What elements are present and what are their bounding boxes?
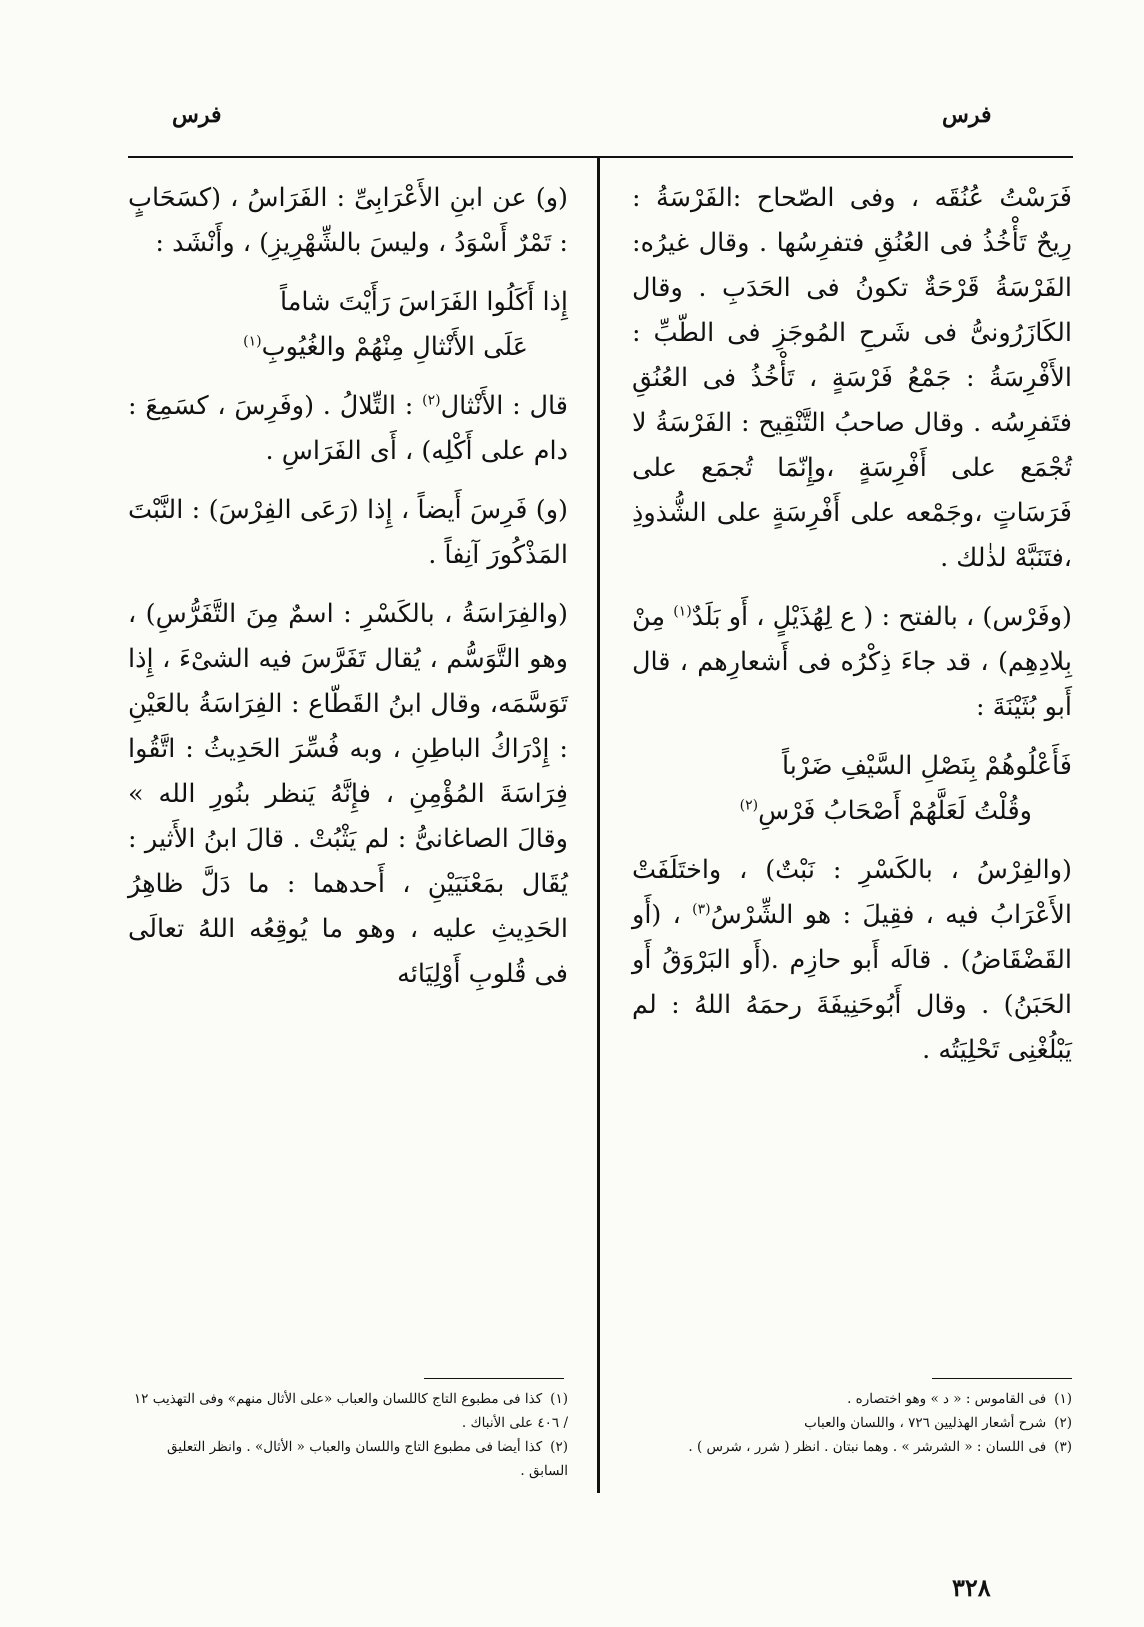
- paragraph-text: (والفِرَاسَةُ ، بالكَسْرِ : اسمٌ مِنَ التَّفَرُّسِ) ، وهو التَّوَسُّم ، يُقال تَفَرَّسَ فيه الشىْءَ ، إِذا تَوَسَّمَه، وقال ابنُ القَطّاع : الفِرَاسَةُ بالعَيْنِ : إِدْرَاكُ الباطِنِ ، وبه فُسِّرَ الحَدِيثُ : اتَّقُوا فِرَاسَةَ المُؤْمِنِ ، فإِنَّهُ يَنظر بنُورِ الله » وقالَ الصاغانىُّ : لم يَثْبُتْ . قالَ ابنُ الأَثير : يُقَال بمَعْنَيَيْنِ ، أَحدهما : ما دَلَّ ظاهِرُ الحَدِيثِ عليه ، وهو ما يُوقِعُه اللهُ تعالَى فى قُلوبِ أَوْلِيَائه: [128, 599, 568, 989]
- left-column: [128, 176, 568, 1011]
- verse-hemistich-1: فَأَعْلُوهُمْ بِنَصْلِ السَّيْفِ ضَرْباً: [781, 751, 1072, 781]
- entry-paragraph: [128, 592, 568, 997]
- paragraph-text-tail: ، (أَو القَضْقَاضُ) . قالَه أَبو حازِم .(أَو البَرْوَقُ أَو الحَبَنُ) . وقال أَبُوحَنِيفَةَ رحمَهُ اللهُ : لم يَبْلُغْنِى تَحْلِيَتُه .: [632, 900, 1072, 1065]
- entry-paragraph: [632, 595, 1072, 730]
- entry-paragraph: [128, 176, 568, 266]
- footnote-number: (٢): [1054, 1415, 1072, 1431]
- paragraph-text-tail: مِنْ بِلادِهِم) ، قد جاءَ ذِكْرُه فى أَشعارِهم ، قال أَبو بُثَيْنَةَ :: [632, 602, 1072, 722]
- entry-paragraph: [632, 176, 1072, 581]
- footnotes-right: [632, 1387, 1072, 1459]
- entry-paragraph: [128, 384, 568, 474]
- footnote-number: (٢): [550, 1439, 568, 1455]
- paragraph-text: (و) عن ابنِ الأَعْرَابِىِّ : الفَرَاسُ ، (كسَحَابٍ : تَمْرٌ أَسْوَدُ ، وليسَ بالشِّهْرِيزِ) ، وأَنْشَد :: [128, 183, 568, 258]
- footnote-text: كذا أيضا فى مطبوع التاج واللسان والعباب « الأثال» . وانظر التعليق السابق .: [167, 1439, 568, 1479]
- paragraph-text: فَرَسْتُ عُنُقَه ، وفى الصّحاح :الفَرْسَةُ : رِيحٌ تَأْخُذُ فى العُنُقِ فتفرِسُها . وقال غيرُه: الفَرْسَةُ قَرْحَةٌ تكونُ فى الحَدَبِ . وقال الكَازَرُونىُّ فى شَرحِ المُوجَزِ فى الطّبِّ : الأَفْرِسَةُ : جَمْعُ فَرْسَةٍ ، تَأْخُذُ فى العُنُقِ فتَفرِسُه . وقال صاحبُ التَّنْقِيح : الفَرْسَةُ لا تُجْمَع على أَفْرِسَةٍ ،وإِنّمَا تُجمَع على فَرَسَاتٍ ،وجَمْعه على أَفْرِسَةٍ على الشُّذوذِ ،فتَنَبَّهْ لذٰلك .: [632, 183, 1072, 573]
- footnote-marker: (٢): [422, 392, 441, 409]
- entry-paragraph: [128, 488, 568, 578]
- footnote-number: (٣): [1054, 1439, 1072, 1455]
- footnote: [632, 1387, 1072, 1411]
- verse-hemistich-1: إِذا أَكَلُوا الفَرَاسَ رَأَيْتَ شاماً: [279, 287, 568, 317]
- footnote-text: فى القاموس : « د » وهو اختصاره .: [847, 1391, 1047, 1407]
- paragraph-text: (وفَرْس) ، بالفتح : ( ع لِهُذَيْلٍ ، أَو بَلَدٌ: [691, 602, 1072, 632]
- verse-hemistich-2-line: [632, 789, 1072, 834]
- footnote-number: (١): [550, 1391, 568, 1407]
- footnote-rule-right: [932, 1378, 1072, 1379]
- header-rule: [128, 156, 1073, 158]
- paragraph-text: قال : الأَنْثال: [440, 391, 568, 421]
- footnote-marker: (٣): [692, 901, 711, 918]
- column-divider: [597, 158, 600, 1493]
- footnote-text: فى اللسان : « الشرشر » . وهما نبتان . انظر ( شرر ، شرس ) .: [688, 1439, 1047, 1455]
- footnote: [632, 1411, 1072, 1435]
- footnotes-left: [128, 1387, 568, 1483]
- right-column: [632, 176, 1072, 1087]
- verse-hemistich-2-line: [128, 325, 568, 370]
- footnote-marker: (٢): [739, 797, 759, 814]
- poetry-verse: [632, 744, 1072, 834]
- footnote-marker: (١): [673, 603, 692, 620]
- running-header-left: فرس: [172, 102, 222, 128]
- paragraph-text: (والفِرْسُ ، بالكَسْرِ : نَبْتٌ) ، واختَلَفَتْ الأَعْرَابُ فيه ، فقِيلَ : هو الشِّرْسُ: [632, 855, 1072, 930]
- footnote-rule-left: [424, 1378, 564, 1379]
- paragraph-text-tail: : التِّلالُ . (وفَرِسَ ، كسَمِعَ : دام على أَكْلِه) ، أَى الفَرَاسِ .: [128, 391, 568, 466]
- page-number: ٣٢٨: [952, 1573, 991, 1602]
- footnote-text: شرح أشعار الهذليين ٧٢٦ ، واللسان والعباب: [804, 1415, 1047, 1431]
- entry-paragraph: [632, 848, 1072, 1073]
- footnote-text: كذا فى مطبوع التاج كاللسان والعباب «على الأثال منهم» وفى التهذيب ١٢ / ٤٠٦ على الأنباك .: [133, 1391, 568, 1431]
- verse-hemistich-2: عَلَى الأَنْثالِ مِنْهُمْ والغُيُوبِ: [261, 332, 528, 362]
- footnote-number: (١): [1054, 1391, 1072, 1407]
- poetry-verse: [128, 280, 568, 370]
- running-header-right: فرس: [942, 102, 992, 128]
- footnote-marker: (١): [243, 333, 262, 350]
- paragraph-text: (و) فَرِسَ أَيضاً ، إِذا (رَعَى الفِرْسَ) : النَّبْتَ المَذْكُورَ آنِفاً .: [128, 495, 568, 570]
- footnote: [128, 1435, 568, 1483]
- footnote: [128, 1387, 568, 1435]
- verse-hemistich-2: وقُلْتُ لَعَلَّهُمْ أَصْحَابُ فَرْسِ: [758, 796, 1032, 826]
- footnote: [632, 1435, 1072, 1459]
